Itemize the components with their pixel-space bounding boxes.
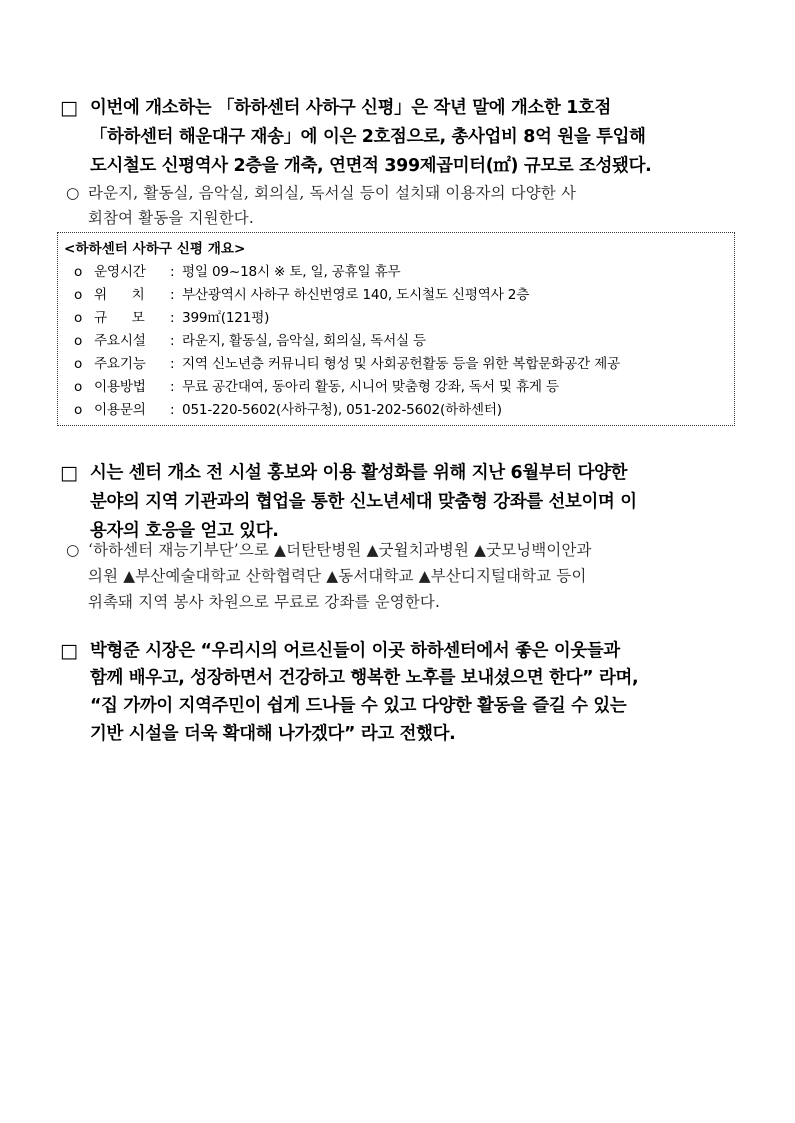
circle-bullet-icon: ○ xyxy=(66,184,80,202)
row-value: 399㎡(121평) xyxy=(182,310,270,326)
paragraph-2-line-3: 용자의 호응을 얻고 있다. xyxy=(90,521,279,541)
row-value: 부산광역시 사하구 하신번영로 140, 도시철도 신평역사 2층 xyxy=(182,287,530,303)
row-separator: : xyxy=(170,264,175,280)
circle-bullet-icon: o xyxy=(74,264,83,280)
paragraph-2-sub-line-2: 의원 ▲부산예술대학교 산학협력단 ▲동서대학교 ▲부산디지털대학교 등이 xyxy=(88,567,587,585)
row-key: 위 치 xyxy=(94,287,145,303)
row-key: 이용문의 xyxy=(94,402,146,418)
row-value: 평일 09~18시 ※ 토, 일, 공휴일 휴무 xyxy=(182,264,401,280)
row-value: 무료 공간대여, 동아리 활동, 시니어 맞춤형 강좌, 독서 및 휴게 등 xyxy=(182,379,559,395)
paragraph-3-line-3: “집 가까이 지역주민이 쉽게 드나들 수 있고 다양한 활동을 즐길 수 있는 xyxy=(90,696,627,716)
square-bullet-icon: □ xyxy=(60,462,78,484)
row-value: 라운지, 활동실, 음악실, 회의실, 독서실 등 xyxy=(182,333,426,349)
row-key: 이용방법 xyxy=(94,379,146,395)
paragraph-text: 시는 센터 개소 전 시설 홍보와 이용 활성화를 위해 지난 6월부터 다양한 xyxy=(90,463,628,483)
row-key: 규 모 xyxy=(94,310,145,326)
circle-bullet-icon: o xyxy=(74,402,83,418)
overview-title: <하하센터 사하구 신평 개요> xyxy=(64,241,246,257)
paragraph-1-line-3: 도시철도 신평역사 2층을 개축, 연면적 399제곱미터(㎡) 규모로 조성됐다. xyxy=(90,156,652,176)
row-key: 운영시간 xyxy=(94,264,146,280)
sub-text: ‘하하센터 재능기부단’으로 ▲더탄탄병원 ▲굿윌치과병원 ▲굿모닝백이안과 xyxy=(88,541,592,559)
row-separator: : xyxy=(170,287,175,303)
paragraph-1-sub-line-2: 회참여 활동을 지원한다. xyxy=(88,209,254,227)
paragraph-1-line-2: 「하하센터 해운대구 재송」에 이은 2호점으로, 총사업비 8억 원을 투입해 xyxy=(90,127,646,147)
sub-text: 라운지, 활동실, 음악실, 회의실, 독서실 등이 설치돼 이용자의 다양한 사 xyxy=(88,184,577,202)
circle-bullet-icon: ○ xyxy=(66,541,80,559)
paragraph-3-line-2: 함께 배우고, 성장하면서 건강하고 행복한 노후를 보내셨으면 한다” 라며, xyxy=(90,668,639,688)
circle-bullet-icon: o xyxy=(74,379,83,395)
circle-bullet-icon: o xyxy=(74,356,83,372)
paragraph-3-line-4: 기반 시설을 더욱 확대해 나가겠다” 라고 전했다. xyxy=(90,724,456,744)
circle-bullet-icon: o xyxy=(74,310,83,326)
row-separator: : xyxy=(170,379,175,395)
circle-bullet-icon: o xyxy=(74,287,83,303)
paragraph-text: 박형준 시장은 “우리시의 어르신들이 이곳 하하센터에서 좋은 이웃들과 xyxy=(90,641,620,661)
square-bullet-icon: □ xyxy=(60,97,78,119)
paragraph-2-sub-line-3: 위촉돼 지역 봉사 차원으로 무료로 강좌를 운영한다. xyxy=(88,593,441,611)
row-key: 주요시설 xyxy=(94,333,146,349)
row-key: 주요기능 xyxy=(94,356,146,372)
row-separator: : xyxy=(170,333,175,349)
paragraph-2-line-2: 분야의 지역 기관과의 협업을 통한 신노년세대 맞춤형 강좌를 선보이며 이 xyxy=(90,492,637,512)
row-separator: : xyxy=(170,402,175,418)
row-separator: : xyxy=(170,310,175,326)
paragraph-text: 이번에 개소하는 「하하센터 사하구 신평」은 작년 말에 개소한 1호점 xyxy=(90,98,612,118)
square-bullet-icon: □ xyxy=(60,640,78,662)
row-value: 지역 신노년층 커뮤니티 형성 및 사회공헌활동 등을 위한 복합문화공간 제공 xyxy=(182,356,620,372)
row-value: 051-220-5602(사하구청), 051-202-5602(하하센터) xyxy=(182,402,502,418)
row-separator: : xyxy=(170,356,175,372)
circle-bullet-icon: o xyxy=(74,333,83,349)
